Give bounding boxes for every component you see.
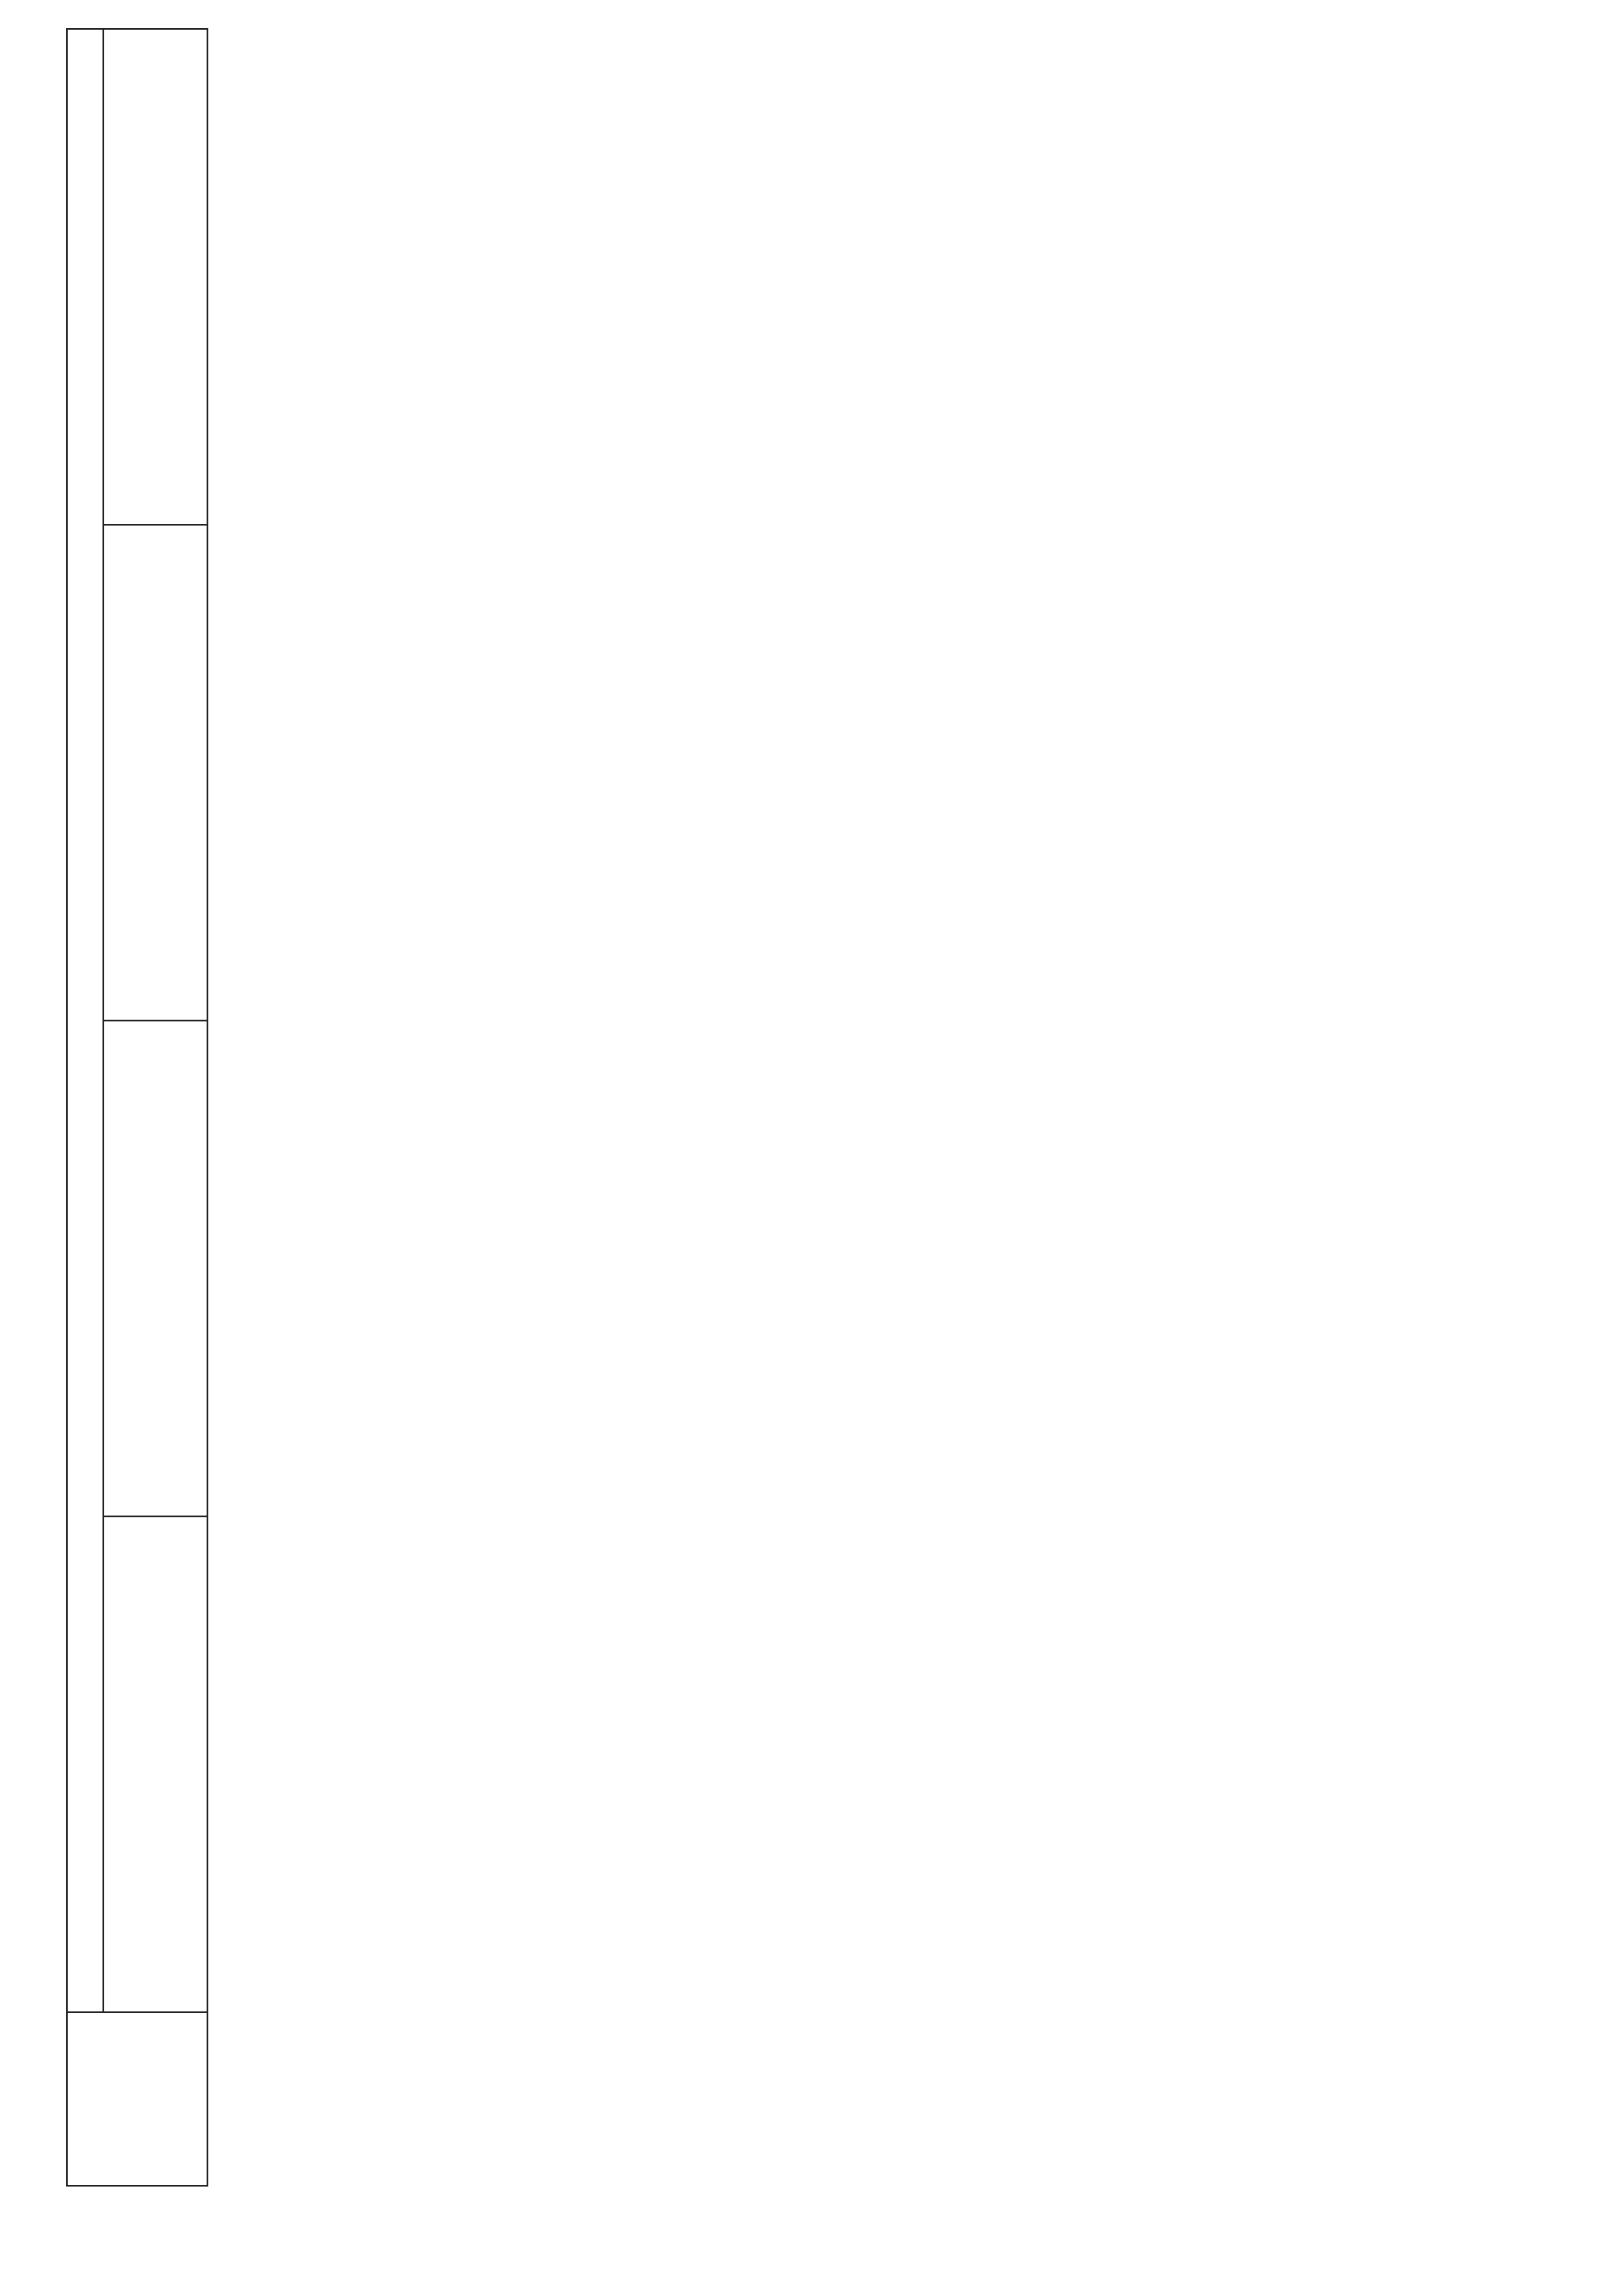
period-0 [103,1516,207,2012]
header-period-row [103,29,207,2186]
tariff-table [66,28,1537,2187]
tariff-sheet [66,30,1537,2187]
item-header-cell [67,2012,207,2186]
period-2 [103,525,207,1021]
header-title-row [67,29,103,2186]
period-3 [103,29,207,525]
table-body [207,29,1536,2186]
period-1 [103,1021,207,1516]
header-title [67,29,103,2012]
